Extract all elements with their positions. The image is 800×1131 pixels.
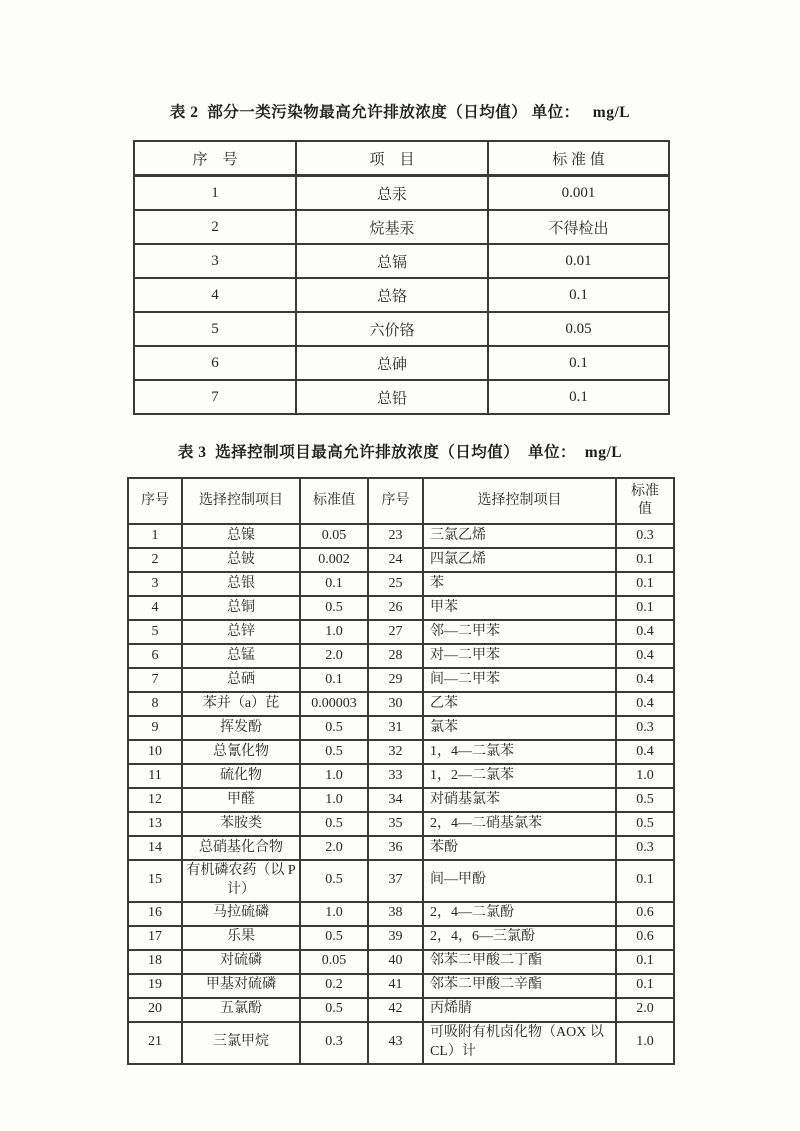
cell: 0.5 (616, 812, 674, 836)
cell: 三氯乙烯 (423, 524, 616, 548)
cell: 三氯甲烷 (182, 1022, 300, 1064)
cell: 15 (128, 860, 182, 902)
cell: 0.4 (616, 692, 674, 716)
cell: 0.1 (488, 380, 669, 414)
cell: 0.2 (300, 974, 368, 998)
cell: 苯胺类 (182, 812, 300, 836)
cell: 0.4 (616, 644, 674, 668)
table-row (134, 312, 669, 346)
cell: 对硝基氯苯 (423, 788, 616, 812)
table-row (128, 692, 674, 716)
cell: 40 (368, 950, 423, 974)
table-row (128, 548, 674, 572)
cell: 5 (134, 312, 296, 346)
cell: 硫化物 (182, 764, 300, 788)
cell: 0.01 (488, 244, 669, 278)
cell: 16 (128, 902, 182, 926)
cell: 0.3 (300, 1022, 368, 1064)
cell: 苯 (423, 572, 616, 596)
cell: 对硫磷 (182, 950, 300, 974)
cell: 1，4—二氯苯 (423, 740, 616, 764)
cell: 总硝基化合物 (182, 836, 300, 860)
table-row (128, 596, 674, 620)
cell: 四氯乙烯 (423, 548, 616, 572)
cell: 总砷 (296, 346, 488, 380)
cell: 17 (128, 926, 182, 950)
cell: 4 (128, 596, 182, 620)
cell: 0.05 (488, 312, 669, 346)
cell: 35 (368, 812, 423, 836)
cell: 乙苯 (423, 692, 616, 716)
cell: 0.4 (616, 668, 674, 692)
cell: 20 (128, 998, 182, 1022)
table-row (128, 812, 674, 836)
cell: 可吸附有机卤化物（AOX 以 CL）计 (423, 1022, 616, 1064)
cell: 9 (128, 716, 182, 740)
cell: 21 (128, 1022, 182, 1064)
cell: 13 (128, 812, 182, 836)
cell: 34 (368, 788, 423, 812)
cell: 0.1 (616, 596, 674, 620)
column-header: 标准值 (616, 478, 674, 524)
cell: 1 (128, 524, 182, 548)
table-row (134, 176, 669, 211)
cell: 邻—二甲苯 (423, 620, 616, 644)
cell: 总铬 (296, 278, 488, 312)
table-row (128, 668, 674, 692)
table-row (128, 716, 674, 740)
cell: 18 (128, 950, 182, 974)
cell: 对—二甲苯 (423, 644, 616, 668)
cell: 0.1 (300, 668, 368, 692)
cell: 0.1 (616, 572, 674, 596)
cell: 0.5 (300, 596, 368, 620)
table-row (128, 524, 674, 548)
cell: 1.0 (300, 788, 368, 812)
cell: 0.002 (300, 548, 368, 572)
cell: 间—二甲苯 (423, 668, 616, 692)
column-header: 选择控制项目 (182, 478, 300, 524)
cell: 甲苯 (423, 596, 616, 620)
cell: 2.0 (616, 998, 674, 1022)
cell: 甲醛 (182, 788, 300, 812)
cell: 丙烯腈 (423, 998, 616, 1022)
column-header: 选择控制项目 (423, 478, 616, 524)
cell: 12 (128, 788, 182, 812)
cell: 0.4 (616, 620, 674, 644)
table-row (128, 620, 674, 644)
cell: 苯并（a）芘 (182, 692, 300, 716)
cell: 37 (368, 860, 423, 902)
cell: 2 (128, 548, 182, 572)
cell: 6 (128, 644, 182, 668)
cell: 24 (368, 548, 423, 572)
table-row (134, 210, 669, 244)
column-header: 项 目 (296, 141, 488, 176)
cell: 1.0 (616, 1022, 674, 1064)
table3-title: 表 3 选择控制项目最高允许排放浓度（日均值） 单位： mg/L (177, 444, 623, 461)
cell: 2，4—二硝基氯苯 (423, 812, 616, 836)
cell: 0.00003 (300, 692, 368, 716)
cell: 11 (128, 764, 182, 788)
cell: 0.5 (616, 788, 674, 812)
cell: 邻苯二甲酸二辛酯 (423, 974, 616, 998)
table-row (134, 244, 669, 278)
table-row (128, 644, 674, 668)
cell: 2 (134, 210, 296, 244)
cell: 33 (368, 764, 423, 788)
cell: 2，4—二氯酚 (423, 902, 616, 926)
table-row (128, 926, 674, 950)
cell: 7 (128, 668, 182, 692)
table-row (128, 902, 674, 926)
table3 (127, 477, 675, 1065)
header-row (128, 478, 674, 524)
cell: 六价铬 (296, 312, 488, 346)
cell: 29 (368, 668, 423, 692)
cell: 0.6 (616, 926, 674, 950)
cell: 马拉硫磷 (182, 902, 300, 926)
cell: 0.1 (616, 950, 674, 974)
cell: 6 (134, 346, 296, 380)
cell: 32 (368, 740, 423, 764)
cell: 0.6 (616, 902, 674, 926)
table-row (128, 788, 674, 812)
cell: 1.0 (300, 902, 368, 926)
cell: 0.001 (488, 176, 669, 211)
cell: 5 (128, 620, 182, 644)
cell: 7 (134, 380, 296, 414)
cell: 30 (368, 692, 423, 716)
cell: 1.0 (300, 620, 368, 644)
column-header: 序 号 (134, 141, 296, 176)
cell: 间—甲酚 (423, 860, 616, 902)
header-row (134, 141, 669, 176)
cell: 总镉 (296, 244, 488, 278)
table-row (134, 278, 669, 312)
cell: 1.0 (300, 764, 368, 788)
cell: 有机磷农药（以 P 计） (182, 860, 300, 902)
cell: 0.3 (616, 716, 674, 740)
cell: 23 (368, 524, 423, 548)
cell: 0.1 (616, 548, 674, 572)
cell: 不得检出 (488, 210, 669, 244)
cell: 43 (368, 1022, 423, 1064)
cell: 25 (368, 572, 423, 596)
cell: 19 (128, 974, 182, 998)
cell: 0.5 (300, 998, 368, 1022)
cell: 总氰化物 (182, 740, 300, 764)
cell: 1.0 (616, 764, 674, 788)
cell: 总锌 (182, 620, 300, 644)
cell: 31 (368, 716, 423, 740)
cell: 0.5 (300, 926, 368, 950)
cell: 1 (134, 176, 296, 211)
cell: 总汞 (296, 176, 488, 211)
cell: 总铅 (296, 380, 488, 414)
cell: 0.5 (300, 740, 368, 764)
cell: 0.4 (616, 740, 674, 764)
cell: 38 (368, 902, 423, 926)
table-row (128, 998, 674, 1022)
cell: 甲基对硫磷 (182, 974, 300, 998)
table-row (134, 380, 669, 414)
cell: 14 (128, 836, 182, 860)
cell: 0.05 (300, 524, 368, 548)
cell: 0.1 (488, 346, 669, 380)
cell: 0.1 (616, 974, 674, 998)
table-row (128, 740, 674, 764)
cell: 42 (368, 998, 423, 1022)
cell: 3 (134, 244, 296, 278)
cell: 总镍 (182, 524, 300, 548)
cell: 0.1 (488, 278, 669, 312)
cell: 28 (368, 644, 423, 668)
cell: 36 (368, 836, 423, 860)
table-row (128, 1022, 674, 1064)
cell: 总硒 (182, 668, 300, 692)
table2-title: 表 2 部分一类污染物最高允许排放浓度（日均值） 单位： mg/L (169, 104, 631, 121)
table2 (133, 140, 670, 415)
cell: 0.5 (300, 860, 368, 902)
cell: 总铍 (182, 548, 300, 572)
cell: 0.5 (300, 716, 368, 740)
table-row (128, 572, 674, 596)
cell: 总铜 (182, 596, 300, 620)
cell: 1，2—二氯苯 (423, 764, 616, 788)
cell: 27 (368, 620, 423, 644)
cell: 乐果 (182, 926, 300, 950)
cell: 0.3 (616, 836, 674, 860)
table-row (128, 950, 674, 974)
cell: 26 (368, 596, 423, 620)
column-header: 序号 (128, 478, 182, 524)
table-row (128, 836, 674, 860)
cell: 2.0 (300, 644, 368, 668)
cell: 0.5 (300, 812, 368, 836)
cell: 0.05 (300, 950, 368, 974)
cell: 3 (128, 572, 182, 596)
cell: 总锰 (182, 644, 300, 668)
cell: 苯酚 (423, 836, 616, 860)
cell: 39 (368, 926, 423, 950)
cell: 41 (368, 974, 423, 998)
cell: 五氯酚 (182, 998, 300, 1022)
cell: 4 (134, 278, 296, 312)
table-row (128, 764, 674, 788)
table-row (128, 974, 674, 998)
cell: 2.0 (300, 836, 368, 860)
cell: 10 (128, 740, 182, 764)
cell: 0.1 (300, 572, 368, 596)
cell: 0.1 (616, 860, 674, 902)
column-header: 序号 (368, 478, 423, 524)
table-row (128, 860, 674, 902)
cell: 总银 (182, 572, 300, 596)
table-row (134, 346, 669, 380)
column-header: 标准值 (300, 478, 368, 524)
cell: 氯苯 (423, 716, 616, 740)
cell: 挥发酚 (182, 716, 300, 740)
cell: 0.3 (616, 524, 674, 548)
cell: 邻苯二甲酸二丁酯 (423, 950, 616, 974)
cell: 烷基汞 (296, 210, 488, 244)
cell: 2，4，6—三氯酚 (423, 926, 616, 950)
cell: 8 (128, 692, 182, 716)
column-header: 标 准 值 (488, 141, 669, 176)
